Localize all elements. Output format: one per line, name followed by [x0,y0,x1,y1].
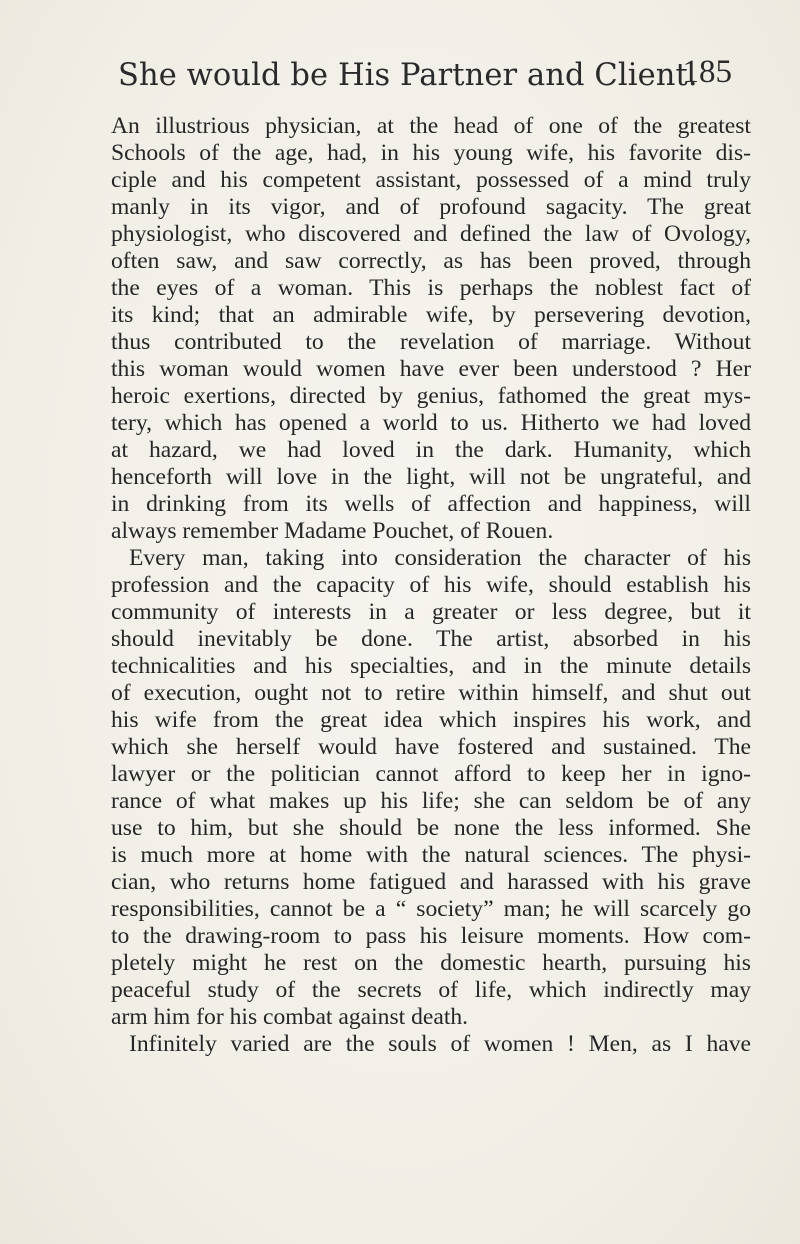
text-line: An illustrious physician, at the head of one of the greatest [111,113,751,139]
text-line: technicalities and his specialties, and in the minute details [111,653,751,679]
body-text [111,113,751,1058]
text-line: community of interests in a greater or less degree, but it [111,599,751,625]
text-line: its kind; that an admirable wife, by persevering devotion, [111,302,751,328]
text-line: responsibilities, cannot be a “ society” man; he will scarcely go [111,896,751,922]
text-line: ciple and his competent assistant, possessed of a mind truly [111,167,751,193]
text-line: thus contributed to the revelation of marriage. Without [111,329,751,355]
text-line: Every man, taking into consideration the character of his [129,545,751,571]
text-line: arm him for his combat against death. [111,1004,469,1030]
text-line: use to him, but she should be none the less informed. She [111,815,751,841]
text-line: should inevitably be done. The artist, absorbed in his [111,626,751,652]
page-number: 185 [682,54,732,90]
text-line: rance of what makes up his life; she can seldom be of any [111,788,751,814]
text-line: lawyer or the politician cannot afford to keep her in igno- [111,761,751,787]
text-line: this woman would women have ever been understood ? Her [111,356,751,382]
text-line: is much more at home with the natural sciences. The physi- [111,842,751,868]
text-line: often saw, and saw correctly, as has been proved, through [111,248,751,274]
text-line: which she herself would have fostered and sustained. The [111,734,751,760]
text-line: peaceful study of the secrets of life, which indirectly may [111,977,751,1003]
text-line: profession and the capacity of his wife, should establish his [111,572,751,598]
text-line: the eyes of a woman. This is perhaps the noblest fact of [111,275,751,301]
text-line: Infinitely varied are the souls of women ! Men, as I have [129,1031,751,1057]
text-line: tery, which has opened a world to us. Hitherto we had loved [111,410,751,436]
text-line: of execution, ought not to retire within himself, and shut out [111,680,751,706]
text-line: pletely might he rest on the domestic hearth, pursuing his [111,950,751,976]
text-line: at hazard, we had loved in the dark. Humanity, which [111,437,751,463]
text-line: Schools of the age, had, in his young wife, his favorite dis- [111,140,751,166]
running-title: She would be His Partner and Client. [118,58,698,93]
text-line: physiologist, who discovered and defined the law of Ovology, [111,221,751,247]
text-line: to the drawing-room to pass his leisure moments. How com- [111,923,751,949]
text-line: manly in its vigor, and of profound sagacity. The great [111,194,751,220]
text-line: cian, who returns home fatigued and harassed with his grave [111,869,751,895]
text-line: his wife from the great idea which inspires his work, and [111,707,751,733]
text-line: always remember Madame Pouchet, of Rouen. [111,518,554,544]
page-header [118,52,732,104]
text-line: henceforth will love in the light, will not be ungrateful, and [111,464,751,490]
text-line: in drinking from its wells of affection and happiness, will [111,491,751,517]
text-line: heroic exertions, directed by genius, fathomed the great mys- [111,383,751,409]
